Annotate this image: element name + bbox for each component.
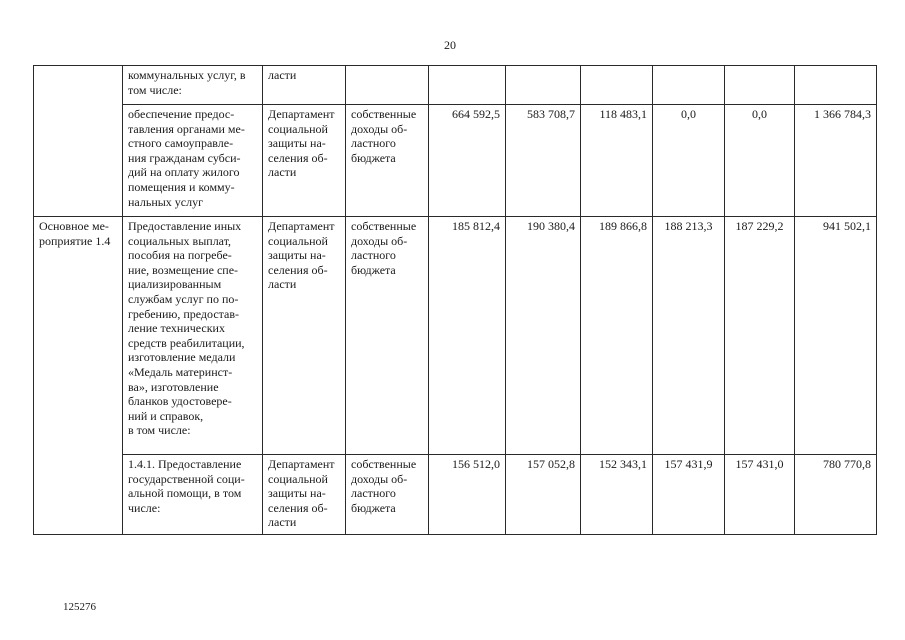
executor-cell-line: Департамент <box>268 457 335 471</box>
description-cell-line: ний и справок, <box>128 408 204 423</box>
description-cell-line: тавления органами ме- <box>128 121 245 136</box>
table-body <box>34 66 877 535</box>
funding-source-cell <box>346 66 429 105</box>
funding-source-cell <box>346 105 429 217</box>
executor-cell-line: ласти <box>268 277 297 292</box>
description-cell-line: государственной соци- <box>128 471 245 486</box>
value-cell: 941 502,1 <box>795 217 877 455</box>
executor-cell-line: социальной <box>268 233 328 248</box>
description-cell-line: помещения и комму- <box>128 179 235 194</box>
funding-source-cell-line: доходы об- <box>351 233 408 248</box>
value-cell: 157 431,0 <box>725 455 795 535</box>
funding-source-cell-line: собственные <box>351 107 417 121</box>
value-cell: 0,0 <box>653 105 725 217</box>
funding-source-cell-line: собственные <box>351 219 417 233</box>
description-cell-line: службам услуг по по- <box>128 291 239 306</box>
description-cell-line: 1.4.1. Предоставление <box>128 457 242 471</box>
table-row <box>34 455 877 535</box>
executor-cell-line: селения об- <box>268 262 328 277</box>
funding-source-cell-line: бюджета <box>351 500 396 515</box>
executor-cell-line: селения об- <box>268 500 328 515</box>
value-cell <box>795 66 877 105</box>
value-cell: 190 380,4 <box>506 217 581 455</box>
description-cell <box>123 66 263 105</box>
value-cell <box>429 66 506 105</box>
description-cell-line: коммунальных услуг, в <box>128 68 246 82</box>
description-cell-line: гребению, предостав- <box>128 306 240 321</box>
funding-source-cell-line: ластного <box>351 486 396 501</box>
table-row <box>34 66 877 105</box>
description-cell-line: ление технических <box>128 321 225 336</box>
executor-cell-line: селения об- <box>268 150 328 165</box>
funding-source-cell <box>346 455 429 535</box>
description-cell-line: бланков удостовере- <box>128 394 232 409</box>
description-cell-line: том числе: <box>128 82 182 97</box>
description-cell-line: пособия на погребе- <box>128 248 232 263</box>
funding-source-cell-line: доходы об- <box>351 471 408 486</box>
value-cell <box>653 66 725 105</box>
description-cell-line: Предоставление иных <box>128 219 242 233</box>
measure-cell <box>34 217 123 535</box>
description-cell-line: изготовление медали <box>128 350 236 365</box>
description-cell <box>123 105 263 217</box>
description-cell-line: ния гражданам субси- <box>128 150 241 165</box>
value-cell: 780 770,8 <box>795 455 877 535</box>
executor-cell-line: защиты на- <box>268 486 326 501</box>
measure-cell <box>34 66 123 217</box>
funding-source-cell-line: бюджета <box>351 262 396 277</box>
executor-cell <box>263 66 346 105</box>
funding-source-cell-line: бюджета <box>351 150 396 165</box>
executor-cell-line: ласти <box>268 165 297 180</box>
document-number: 125276 <box>63 601 96 613</box>
value-cell: 152 343,1 <box>581 455 653 535</box>
description-cell <box>123 455 263 535</box>
value-cell: 1 366 784,3 <box>795 105 877 217</box>
measure-cell-line: Основное ме- <box>39 219 109 233</box>
value-cell: 187 229,2 <box>725 217 795 455</box>
description-cell-line: дий на оплату жилого <box>128 165 240 180</box>
value-cell: 0,0 <box>725 105 795 217</box>
description-cell-line: ва», изготовление <box>128 379 219 394</box>
executor-cell-line: социальной <box>268 121 328 136</box>
measure-cell-line: роприятие 1.4 <box>39 233 111 248</box>
description-cell-line: обеспечение предос- <box>128 107 235 121</box>
executor-cell-line: социальной <box>268 471 328 486</box>
description-cell-line: в том числе: <box>128 423 191 438</box>
value-cell: 118 483,1 <box>581 105 653 217</box>
executor-cell-line: ласти <box>268 515 297 530</box>
table-row <box>34 217 877 455</box>
description-cell-line: числе: <box>128 500 161 515</box>
value-cell: 664 592,5 <box>429 105 506 217</box>
funding-source-cell <box>346 217 429 455</box>
executor-cell <box>263 105 346 217</box>
value-cell: 188 213,3 <box>653 217 725 455</box>
description-cell-line: ние, возмещение спе- <box>128 262 239 277</box>
executor-cell <box>263 217 346 455</box>
description-cell <box>123 217 263 455</box>
table-row <box>34 105 877 217</box>
executor-cell-line: защиты на- <box>268 248 326 263</box>
executor-cell-line: Департамент <box>268 107 335 121</box>
value-cell <box>506 66 581 105</box>
value-cell: 156 512,0 <box>429 455 506 535</box>
value-cell: 189 866,8 <box>581 217 653 455</box>
value-cell: 185 812,4 <box>429 217 506 455</box>
funding-source-cell-line: доходы об- <box>351 121 408 136</box>
description-cell-line: средств реабилитации, <box>128 335 245 350</box>
executor-cell-line: защиты на- <box>268 136 326 151</box>
description-cell-line: нальных услуг <box>128 194 204 209</box>
value-cell: 157 431,9 <box>653 455 725 535</box>
page-number: 20 <box>444 38 456 52</box>
value-cell <box>725 66 795 105</box>
funding-source-cell-line: ластного <box>351 248 396 263</box>
funding-source-cell-line: ластного <box>351 136 396 151</box>
value-cell <box>581 66 653 105</box>
budget-table <box>33 65 877 535</box>
executor-cell-line: Департамент <box>268 219 335 233</box>
description-cell-line: циализированным <box>128 277 222 292</box>
description-cell-line: «Медаль материнст- <box>128 364 233 379</box>
executor-cell <box>263 455 346 535</box>
executor-cell-line: ласти <box>268 68 297 82</box>
description-cell-line: социальных выплат, <box>128 233 232 248</box>
funding-source-cell-line: собственные <box>351 457 417 471</box>
description-cell-line: стного самоуправле- <box>128 136 234 151</box>
value-cell: 157 052,8 <box>506 455 581 535</box>
value-cell: 583 708,7 <box>506 105 581 217</box>
description-cell-line: альной помощи, в том <box>128 486 242 501</box>
